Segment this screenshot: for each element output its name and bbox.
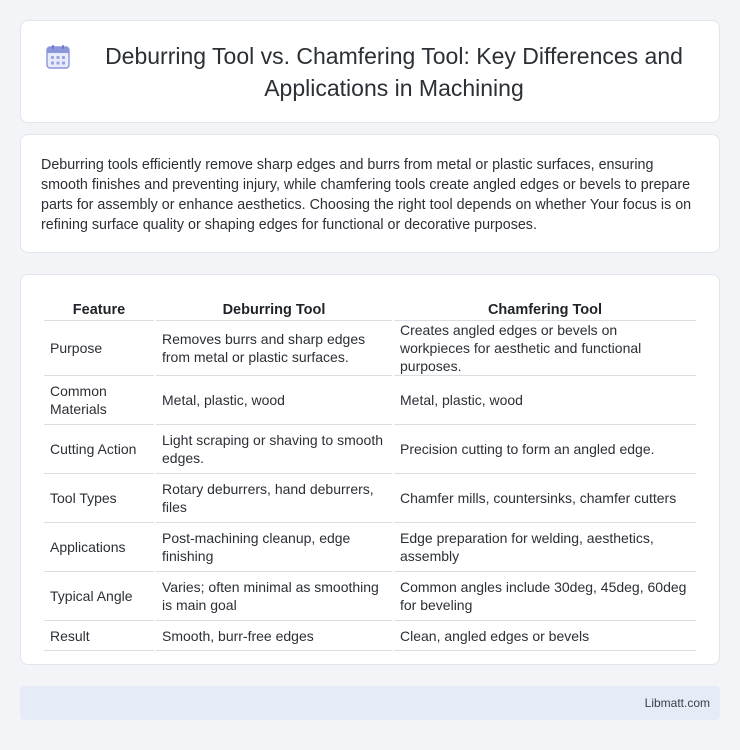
calendar-icon (45, 44, 71, 70)
row-feature: Result (44, 621, 154, 651)
table-card (20, 274, 720, 665)
title-wrap (45, 40, 695, 104)
row-chamfering: Metal, plastic, wood (394, 376, 696, 425)
row-deburring: Removes burrs and sharp edges from metal or plastic surfaces. (156, 321, 392, 376)
header-feature: Feature (44, 295, 154, 321)
row-feature: Purpose (44, 321, 154, 376)
table-row (44, 425, 696, 474)
footer-brand-link[interactable]: Libmatt.com (644, 696, 710, 710)
title-card (20, 20, 720, 123)
table-row (44, 523, 696, 572)
row-deburring: Rotary deburrers, hand deburrers, files (156, 474, 392, 523)
table-header-row (44, 295, 696, 321)
row-chamfering: Clean, angled edges or bevels (394, 621, 696, 651)
intro-card (20, 134, 720, 253)
row-deburring: Light scraping or shaving to smooth edges. (156, 425, 392, 474)
row-chamfering: Creates angled edges or bevels on workpieces for aesthetic and functional purposes. (394, 321, 696, 376)
row-chamfering: Common angles include 30deg, 45deg, 60deg for beveling (394, 572, 696, 621)
row-deburring: Post-machining cleanup, edge finishing (156, 523, 392, 572)
table-row (44, 621, 696, 651)
row-feature: Tool Types (44, 474, 154, 523)
row-chamfering: Edge preparation for welding, aesthetics, assembly (394, 523, 696, 572)
row-deburring: Smooth, burr-free edges (156, 621, 392, 651)
row-deburring: Metal, plastic, wood (156, 376, 392, 425)
table-row (44, 376, 696, 425)
table-row (44, 321, 696, 376)
row-chamfering: Precision cutting to form an angled edge. (394, 425, 696, 474)
header-chamfering-tool: Chamfering Tool (394, 295, 696, 321)
table-row (44, 572, 696, 621)
row-chamfering: Chamfer mills, countersinks, chamfer cutters (394, 474, 696, 523)
row-feature: Cutting Action (44, 425, 154, 474)
page-title: Deburring Tool vs. Chamfering Tool: Key Differences and Applications in Machining (105, 42, 683, 101)
table-row (44, 474, 696, 523)
row-feature: Applications (44, 523, 154, 572)
footer (20, 686, 720, 720)
row-feature: Common Materials (44, 376, 154, 425)
row-feature: Typical Angle (44, 572, 154, 621)
comparison-table (42, 295, 698, 651)
row-deburring: Varies; often minimal as smoothing is main goal (156, 572, 392, 621)
intro-paragraph: Deburring tools efficiently remove sharp edges and burrs from metal or plastic surfaces, ensuring smooth finishes and preventing injury, while chamfering tools create angled edges or bevels to prepare parts for assembly or enhance aesthetics. Choosing the right tool depends on whether Your focus is on refining surface quality or shaping edges for functional or decorative purposes. (41, 157, 692, 233)
header-deburring-tool: Deburring Tool (156, 295, 392, 321)
